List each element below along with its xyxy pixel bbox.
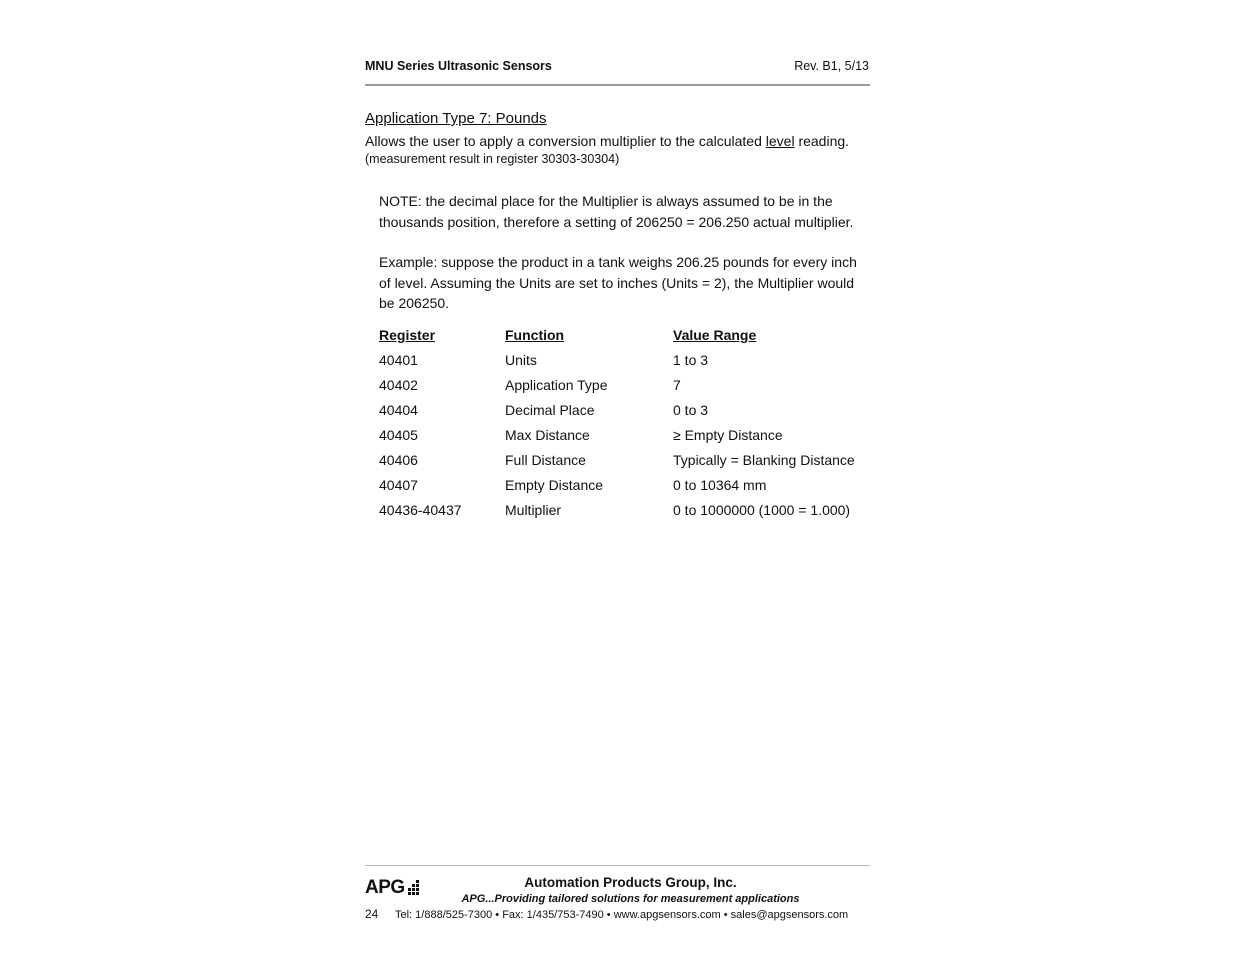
value-range-cell: 0 to 1000000 (1000 = 1.000) [673,502,851,518]
footer-divider [365,865,870,866]
level-link[interactable]: level [765,133,795,149]
register-cell: 40406 [379,452,418,468]
value-range-cell: 7 [673,377,681,393]
register-cell: 40407 [379,477,418,493]
company-tagline: APG...Providing tailored solutions for measurement applications [461,893,800,905]
value-range-cell: 0 to 10364 mm [673,477,767,493]
column-header-value-range: Value Range [673,327,757,343]
value-range-cell: 0 to 3 [673,402,709,418]
function-cell: Application Type [505,377,608,393]
company-name: Automation Products Group, Inc. [524,875,737,890]
register-cell: 40436-40437 [379,502,462,518]
function-cell: Full Distance [505,452,586,468]
measurement-register-note: (measurement result in register 30303-30304) [365,152,620,166]
decimal-note: NOTE: the decimal place for the Multiplier is always assumed to be in the thousands position, therefore a setting of 206250 = 206.250 actual multiplier. [379,193,854,230]
register-cell: 40404 [379,402,418,418]
column-header-register: Register [379,327,436,343]
section-title: Application Type 7: Pounds [365,110,547,127]
value-range-cell: ≥ Empty Distance [673,427,783,443]
page-number: 24 [365,907,379,921]
page-header [365,58,870,76]
function-cell: Units [505,352,537,368]
function-cell: Decimal Place [505,402,595,418]
function-cell: Empty Distance [505,477,604,493]
header-revision: Rev. B1, 5/13 [794,59,869,73]
intro-paragraph [365,131,849,151]
intro-text-before: Allows the user to apply a conversion multiplier to the calculated [365,133,766,149]
function-cell: Multiplier [505,502,562,518]
register-cell: 40402 [379,377,418,393]
register-cell: 40405 [379,427,418,443]
contact-info: Tel: 1/888/525-7300 • Fax: 1/435/753-7490 • www.apgsensors.com • sales@apgsensors.com [395,909,849,921]
header-title: MNU Series Ultrasonic Sensors [365,59,552,73]
column-header-function: Function [505,327,565,343]
value-range-cell: Typically = Blanking Distance [673,452,855,468]
value-range-cell: 1 to 3 [673,352,709,368]
example-paragraph: Example: suppose the product in a tank weighs 206.25 pounds for every inch of level. Assuming the Units are set to inches (Units = 2), the Multiplier would be 206250. [379,254,857,311]
document-page [365,0,870,954]
function-cell: Max Distance [505,427,590,443]
logo-text: APG [365,877,405,898]
intro-text-after: reading. [794,133,850,149]
register-cell: 40401 [379,352,418,368]
header-divider [365,84,870,86]
